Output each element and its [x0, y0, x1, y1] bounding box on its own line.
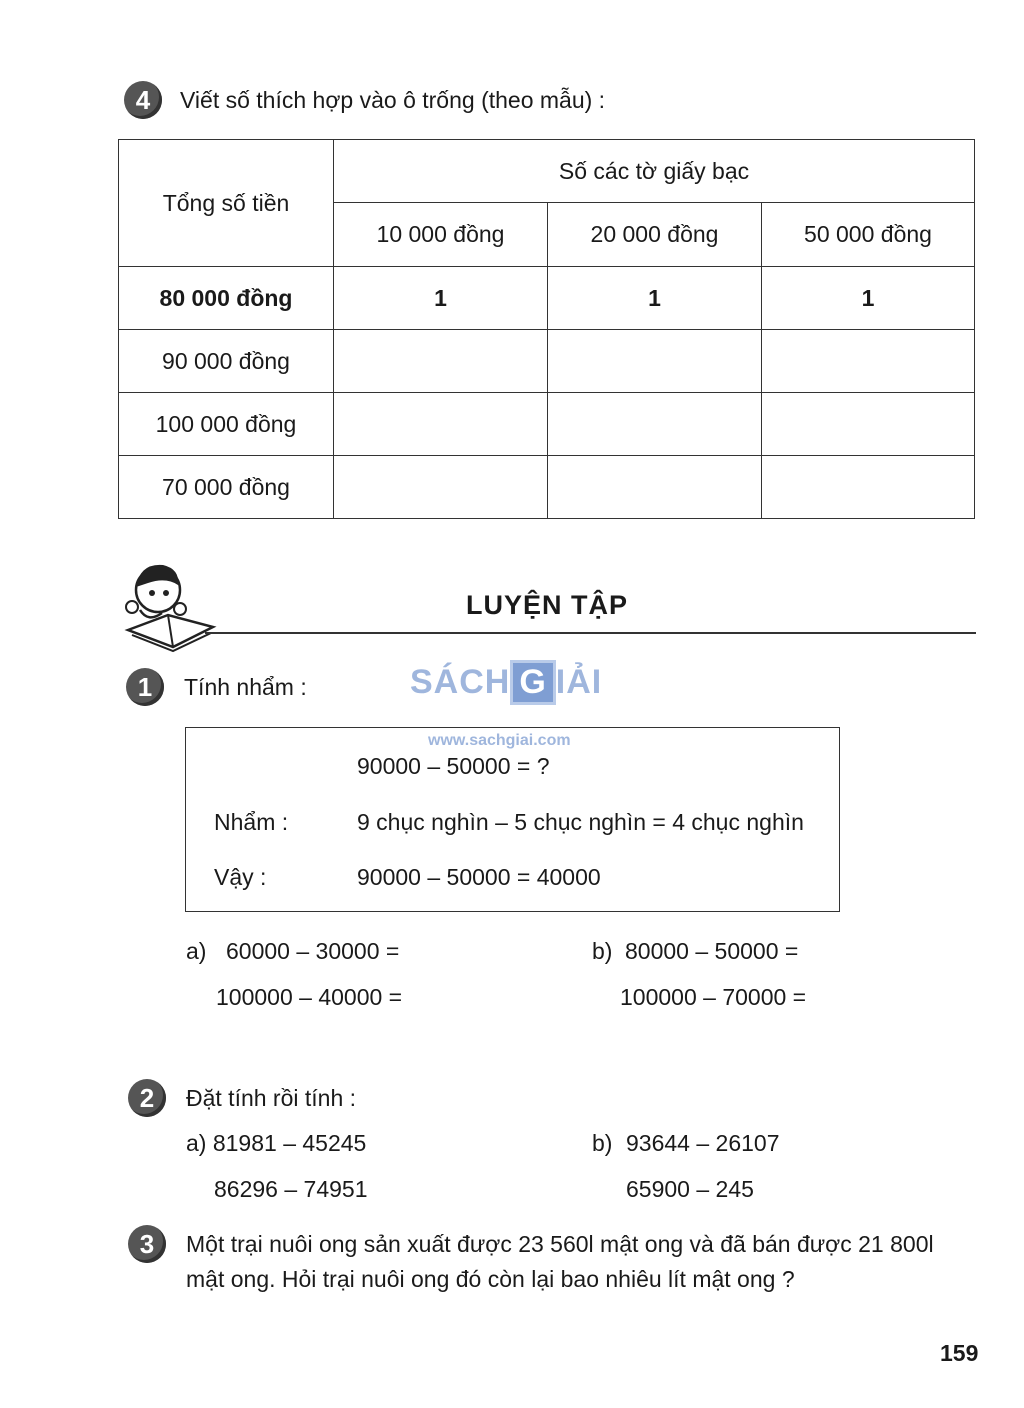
row-total: 100 000 đồng — [119, 393, 334, 456]
table-row — [119, 267, 975, 330]
exercise-3-badge: 3 — [128, 1225, 166, 1263]
exercise-4-badge: 4 — [124, 81, 162, 119]
watermark-url: www.sachgiai.com — [428, 732, 571, 749]
table-row — [119, 393, 975, 456]
problem: 100000 – 40000 = — [216, 984, 403, 1010]
watermark-logo: SÁCH G IẢI — [410, 660, 602, 705]
table-cell[interactable] — [762, 456, 975, 519]
problem: 93644 – 26107 — [626, 1130, 780, 1156]
table-cell[interactable] — [334, 330, 548, 393]
example-mental-step: 9 chục nghìn – 5 chục nghìn = 4 chục nghìn — [357, 809, 804, 835]
example-answer: 90000 – 50000 = 40000 — [357, 864, 601, 890]
word-problem-line: Một trại nuôi ong sản xuất được 23 560l mật ong và đã bán được 21 800l — [186, 1231, 934, 1257]
table-header-total: Tổng số tiền — [119, 140, 334, 267]
problem: 100000 – 70000 = — [620, 984, 807, 1010]
page-number: 159 — [940, 1340, 979, 1366]
problem: 65900 – 245 — [626, 1176, 754, 1202]
problem: a) 81981 – 45245 — [186, 1130, 367, 1156]
banknote-table — [118, 139, 975, 519]
row-total: 90 000 đồng — [119, 330, 334, 393]
problem: 80000 – 50000 = — [625, 938, 799, 964]
table-cell: 1 — [548, 267, 762, 330]
table-cell[interactable] — [548, 393, 762, 456]
table-cell[interactable] — [762, 393, 975, 456]
section-divider — [205, 632, 976, 634]
part-b-label: b) — [592, 1130, 613, 1156]
word-problem-line: mật ong. Hỏi trại nuôi ong đó còn lại bao nhiêu lít mật ong ? — [186, 1266, 795, 1292]
example-label-so: Vậy : — [214, 864, 267, 890]
table-header-group: Số các tờ giấy bạc — [334, 140, 975, 203]
row-total: 70 000 đồng — [119, 456, 334, 519]
part-a-label: a) — [186, 938, 207, 964]
part-b-label: b) — [592, 938, 613, 964]
exercise-2-badge: 2 — [128, 1079, 166, 1117]
table-row — [119, 456, 975, 519]
exercise-1-badge: 1 — [126, 668, 164, 706]
problem: 86296 – 74951 — [214, 1176, 368, 1202]
table-header-denom: 50 000 đồng — [762, 203, 975, 267]
table-cell[interactable] — [548, 330, 762, 393]
exercise-2-prompt: Đặt tính rồi tính : — [186, 1085, 357, 1111]
example-question: 90000 – 50000 = ? — [357, 753, 550, 779]
problem: 60000 – 30000 = — [226, 938, 400, 964]
table-cell[interactable] — [762, 330, 975, 393]
exercise-4-prompt: Viết số thích hợp vào ô trống (theo mẫu) : — [180, 87, 606, 113]
table-header-denom: 10 000 đồng — [334, 203, 548, 267]
table-cell[interactable] — [548, 456, 762, 519]
table-cell[interactable] — [334, 456, 548, 519]
table-header-denom: 20 000 đồng — [548, 203, 762, 267]
table-cell: 1 — [334, 267, 548, 330]
example-label-mental: Nhẩm : — [214, 809, 289, 835]
table-row — [119, 330, 975, 393]
exercise-1-prompt: Tính nhẩm : — [184, 674, 307, 700]
table-cell[interactable] — [334, 393, 548, 456]
table-cell: 1 — [762, 267, 975, 330]
section-title: LUYỆN TẬP — [465, 590, 628, 620]
row-total: 80 000 đồng — [119, 267, 334, 330]
